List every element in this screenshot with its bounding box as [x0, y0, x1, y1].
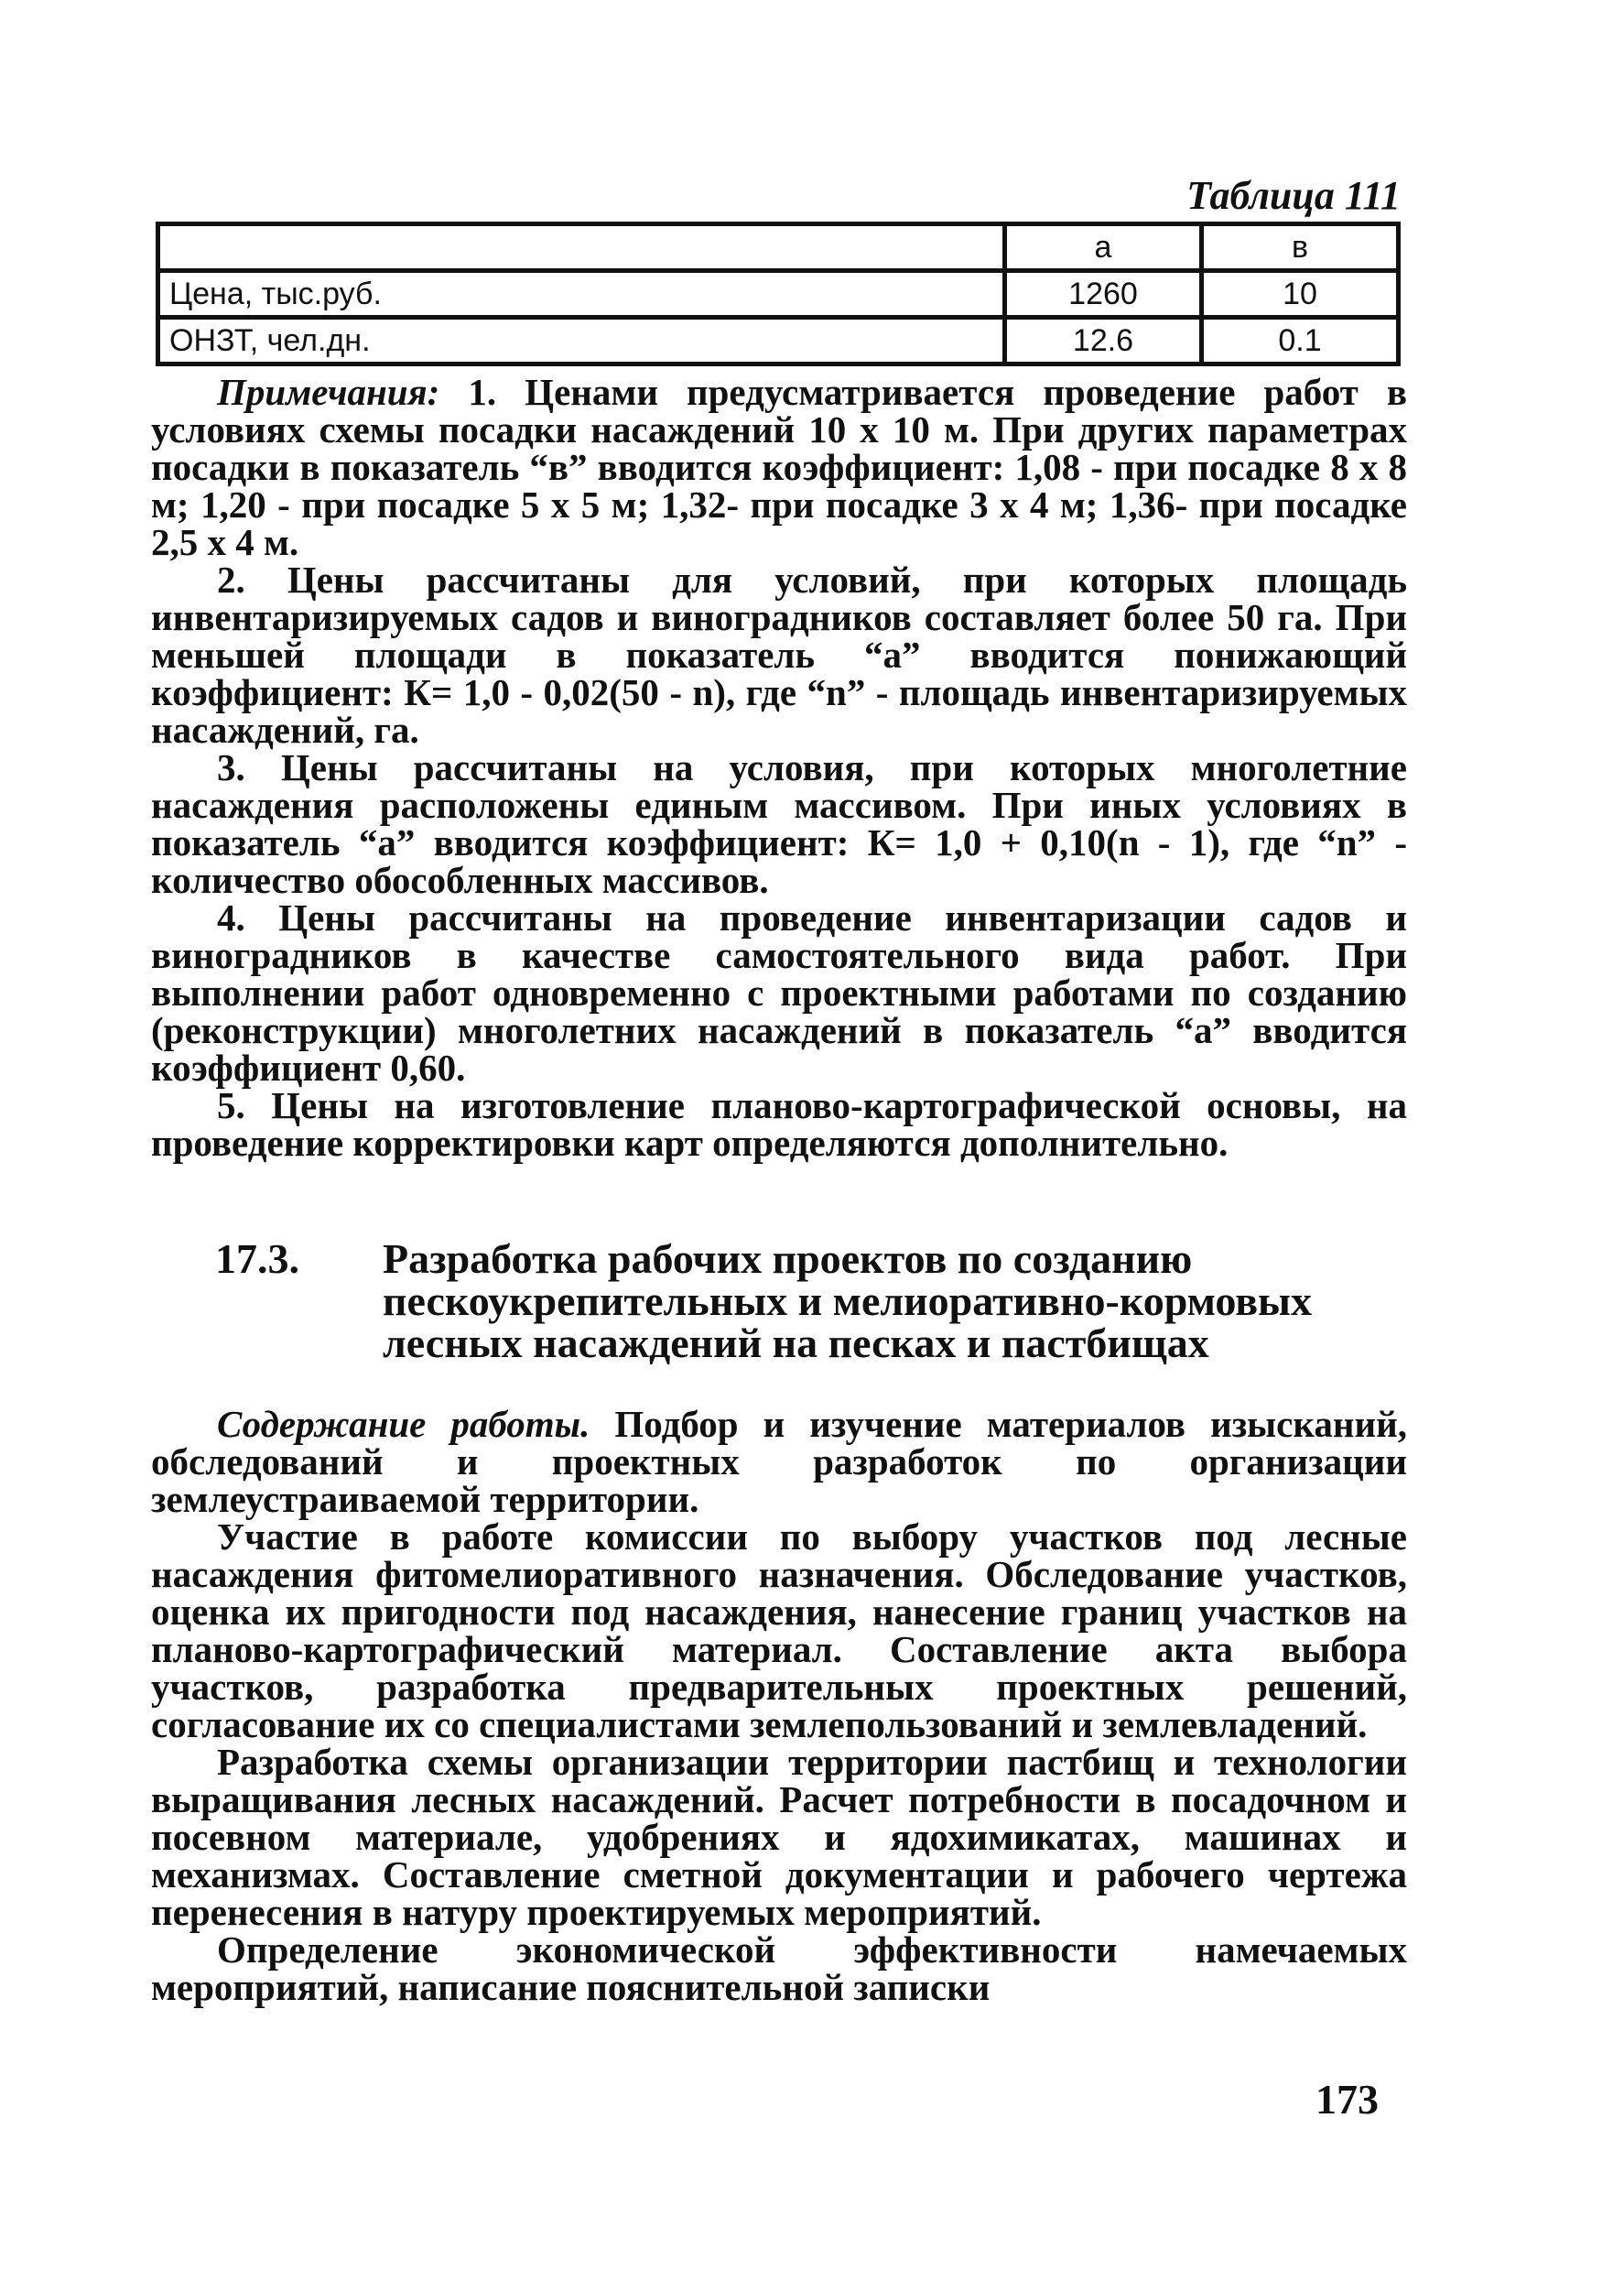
run-in-heading: Содержание работы. — [217, 1403, 590, 1445]
paragraph-2: Участие в работе комиссии по выбору участков под лесные насаждения фитомелиоративного назначения. Обследование участков, оценка их пригодности под насаждения, нанесение границ участков на планово-картографический материал. Составление акта выбора участков, разработка предварительных проектных решений, согласование их со специалистами землепользований и землевладений. — [151, 1515, 1407, 1745]
note-1 — [151, 371, 1408, 563]
page-number: 173 — [1315, 2076, 1379, 2123]
price-table — [156, 222, 1401, 366]
table-row — [158, 318, 1399, 364]
table-caption: Таблица 111 — [1186, 173, 1401, 218]
notes-block — [151, 371, 1408, 1164]
note-5: 5. Цены на изготовление планово-картографической основы, на проведение корректировки карт определяются дополнительно. — [151, 1084, 1407, 1164]
table-row-label: ОНЗТ, чел.дн. — [158, 318, 1005, 364]
paragraph-3: Разработка схемы организации территории пастбищ и технологии выращивания лесных насаждений. Расчет потребности в посадочном и посевном материале, удобрениях и ядохимикатах, машинах и механизмах. Составление сметной документации и рабочего чертежа перенесения в натуру проектируемых мероприятий. — [151, 1741, 1407, 1933]
table-row — [158, 271, 1399, 318]
note-3: 3. Цены рассчитаны на условия, при которых многолетние насаждения расположены единым массивом. При иных условиях в показатель “а” вводится коэффициент: К= 1,0 + 0,10(n - 1), где “n” - количество обособленных массивов. — [151, 746, 1407, 901]
table-header-label — [158, 224, 1005, 271]
section-title: Разработка рабочих проектов по созданию пескоукрепительных и мелиоративно-кормовых лесных насаждений на песках и пастбищах — [383, 1235, 1312, 1366]
note-4: 4. Цены рассчитаны на проведение инвентаризации садов и виноградников в качестве самостоятельного вида работ. При выполнении работ одновременно с проектными работами по созданию (реконструкции) многолетних насаждений в показатель “а” вводится коэффициент 0,60. — [151, 896, 1407, 1089]
section-heading — [215, 1235, 1359, 1366]
table-row-label: Цена, тыс.руб. — [158, 271, 1005, 318]
paragraph-4: Определение экономической эффективности намечаемых мероприятий, написание пояснительной записки — [151, 1928, 1407, 2008]
table-cell-a: 12.6 — [1005, 318, 1202, 364]
note-2: 2. Цены рассчитаны для условий, при которых площадь инвентаризируемых садов и виноградников составляет более 50 га. При меньшей площади в показатель “а” вводится понижающий коэффициент: К= 1,0 - 0,02(50 - n), где “n” - площадь инвентаризируемых насаждений, га. — [151, 559, 1407, 751]
table-cell-a: 1260 — [1005, 271, 1202, 318]
paragraph-1 — [151, 1403, 1408, 1520]
table-header-row — [158, 224, 1399, 271]
content-block — [151, 1403, 1408, 2008]
paragraph-1-text: Подбор и изучение материалов изысканий, обследований и проектных разработок по организации землеустраиваемой территории. — [151, 1403, 1408, 1520]
table-cell-b: 0.1 — [1202, 318, 1399, 364]
table-header-b: в — [1202, 224, 1399, 271]
notes-label: Примечания: — [217, 371, 440, 413]
section-number: 17.3. — [215, 1235, 299, 1282]
table-cell-b: 10 — [1202, 271, 1399, 318]
note-1-text: 1. Ценами предусматривается проведение работ в условиях схемы посадки насаждений 10 х 10 м. При других параметрах посадки в показатель “в” вводится коэффициент: 1,08 - при посадке 8 х 8 м; 1,20 - при посадке 5 х 5 м; 1,32- при посадке 3 х 4 м; 1,36- при посадке 2,5 х 4 м. — [151, 371, 1408, 563]
table-header-a: а — [1005, 224, 1202, 271]
